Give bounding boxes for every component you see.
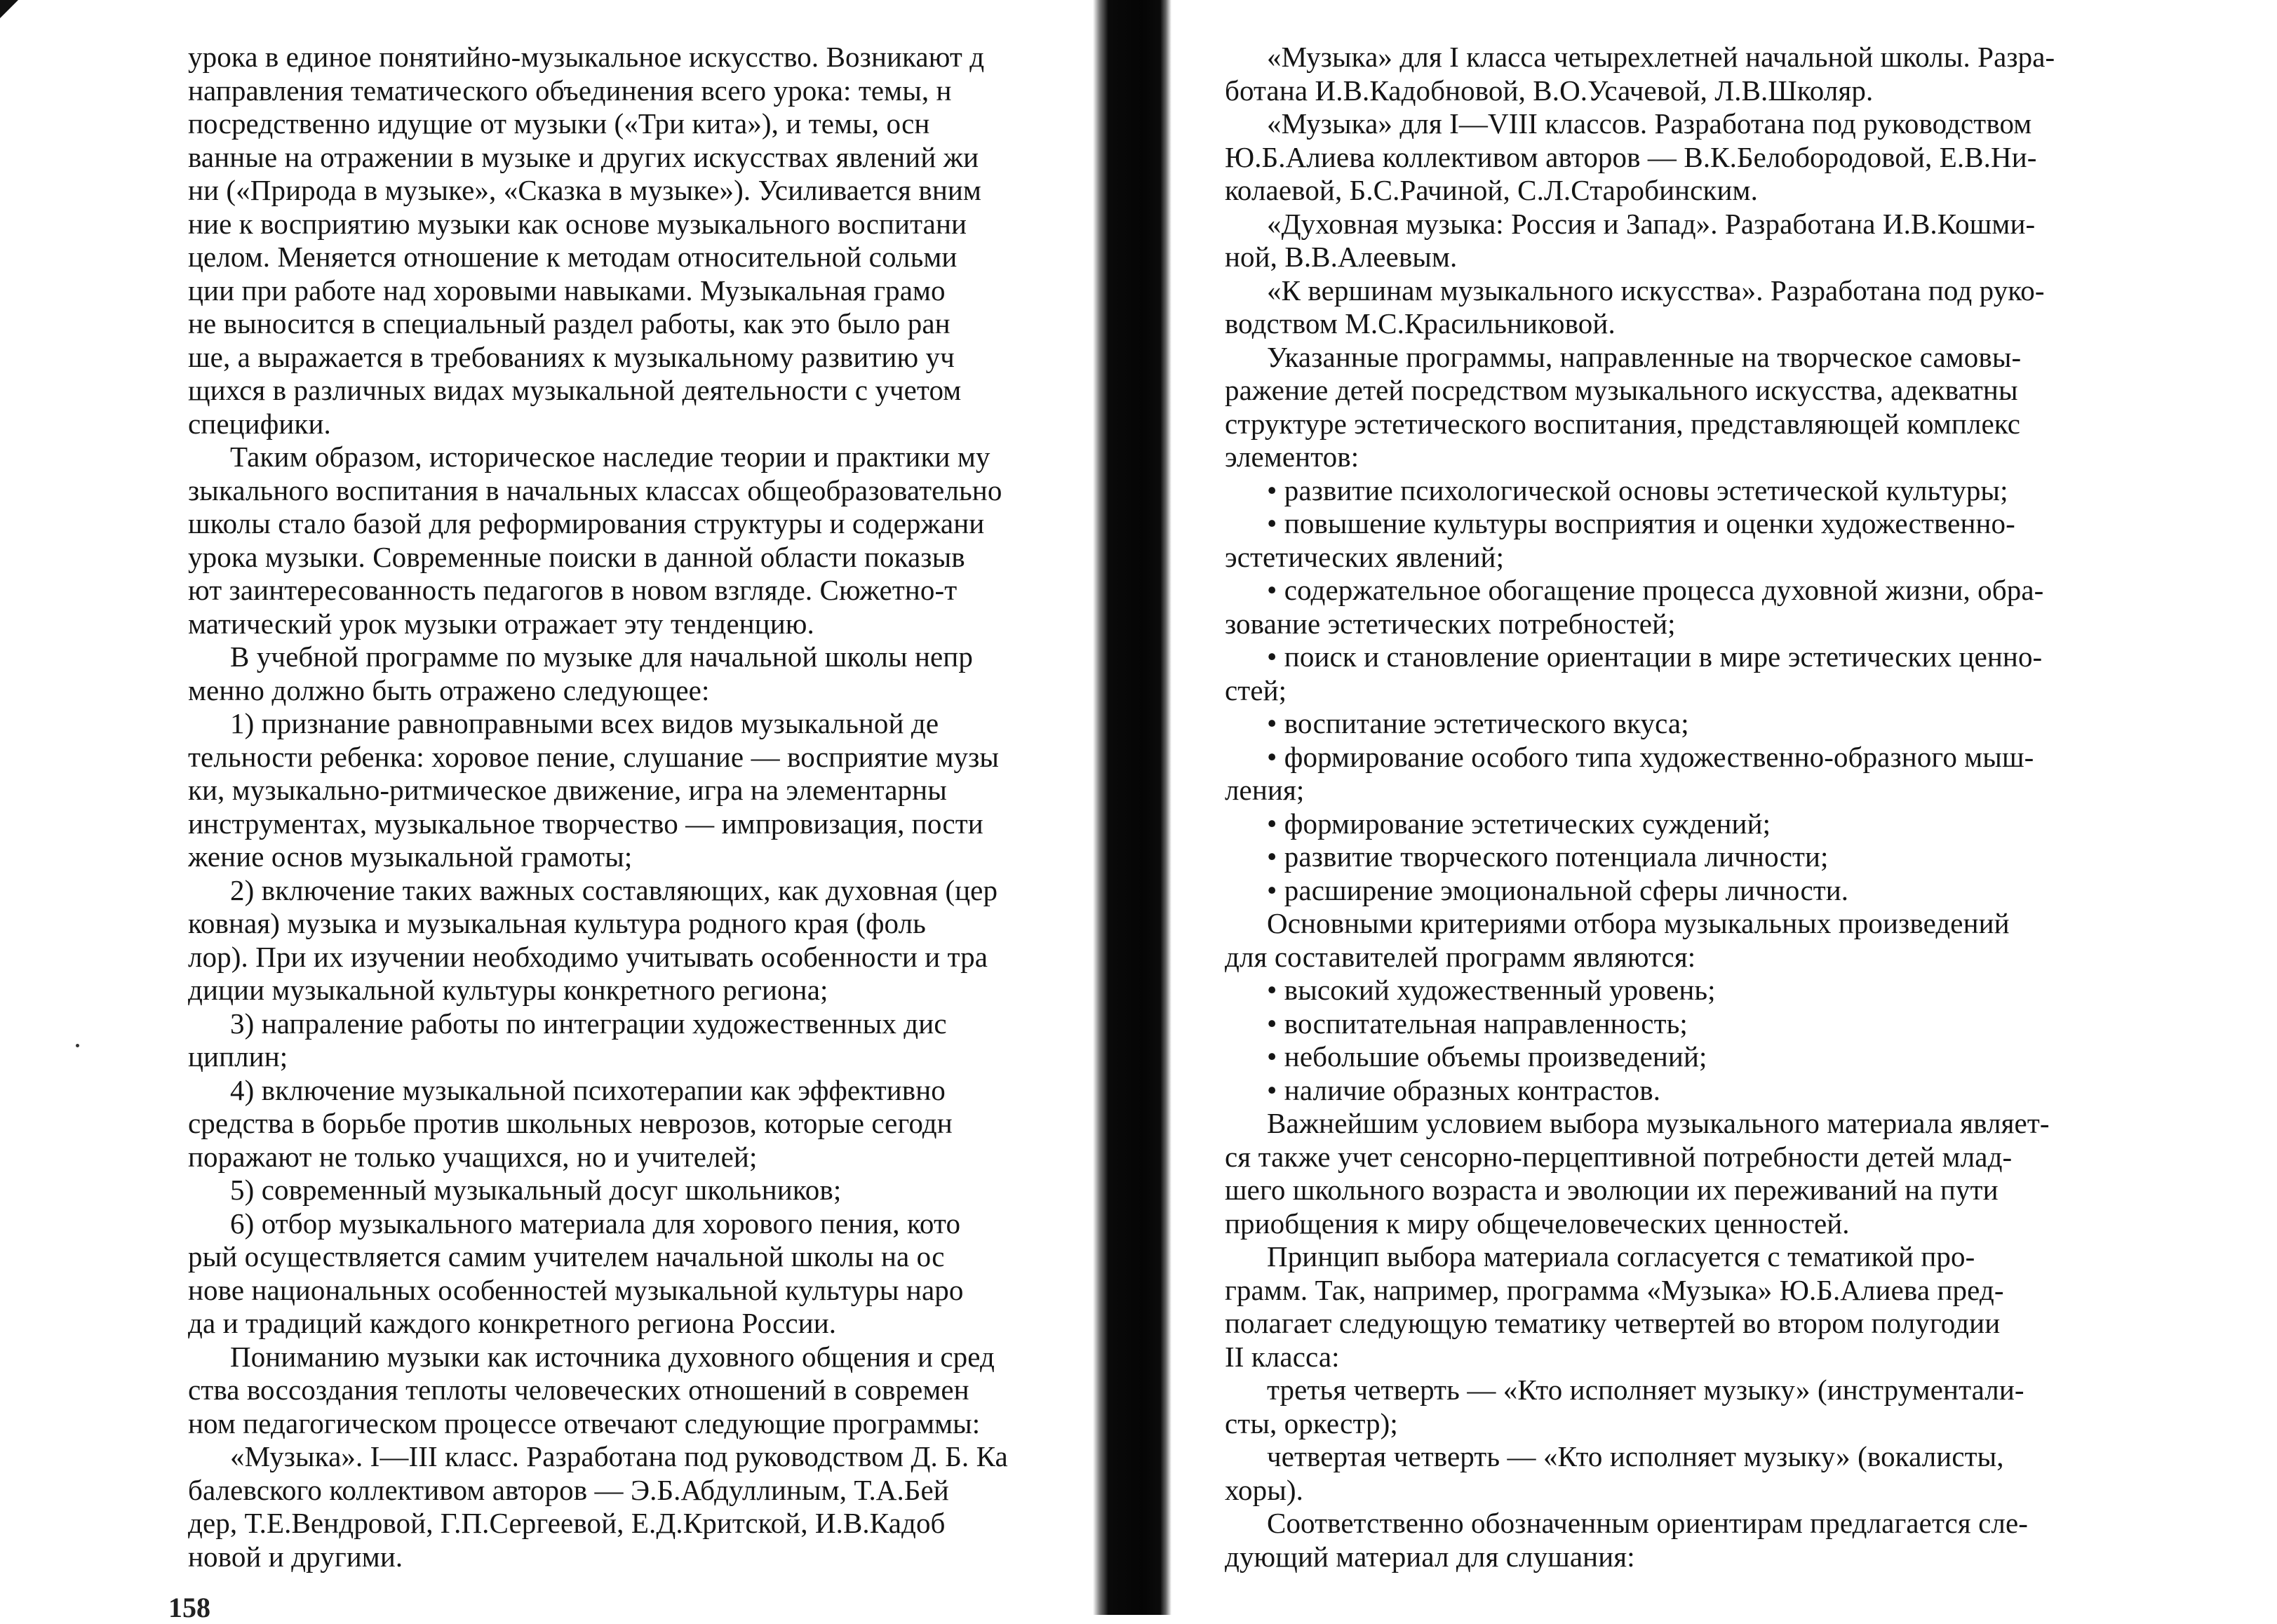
text-line: «Духовная музыка: Россия и Запад». Разработана И.В.Кошми- (1267, 207, 2036, 240)
text-line: хоры). (1225, 1473, 1303, 1506)
text-line: «Музыка» для I класса четырехлетней начальной школы. Разра- (1267, 41, 2055, 73)
text-line: • расширение эмоциональной сферы личности. (1267, 873, 1849, 906)
right-page (1225, 41, 2162, 1612)
text-line: • наличие образных контрастов. (1267, 1073, 1661, 1106)
text-line: поражают не только учащихся, но и учителей; (188, 1140, 758, 1173)
text-line: • содержательное обогащение процесса духовной жизни, обра- (1267, 574, 2044, 606)
text-line: полагает следующую тематику четвертей во втором полугодии (1225, 1307, 2001, 1339)
text-line: циплин; (188, 1040, 288, 1073)
text-line: ражение детей посредством музыкального искусства, адекватны (1225, 374, 2018, 406)
text-line: ки, музыкально-ритмическое движение, игра на элементарны (188, 774, 947, 806)
text-line: четвертая четверть — «Кто исполняет музыку» (вокалисты, (1267, 1440, 2004, 1472)
scan-speck (76, 1044, 79, 1047)
text-line: • развитие психологической основы эстетической культуры; (1267, 474, 2008, 506)
text-line: Принцип выбора материала согласуется с тематикой про- (1267, 1240, 1975, 1273)
text-line: ления; (1225, 774, 1305, 806)
text-line: В учебной программе по музыке для начальной школы непр (230, 640, 973, 673)
text-line: грамм. Так, например, программа «Музыка» Ю.Б.Алиева пред- (1225, 1273, 2004, 1306)
text-line: элементов: (1225, 441, 1359, 473)
text-line: инструментах, музыкальное творчество — импровизация, пости (188, 807, 983, 840)
text-line: ни («Природа в музыке», «Сказка в музыке»). Усиливается вним (188, 174, 981, 206)
text-line: 3) напраление работы по интеграции художественных дис (230, 1007, 947, 1040)
text-line: шего школьного возраста и эволюции их переживаний на пути (1225, 1174, 1999, 1206)
text-line: эстетических явлений; (1225, 540, 1505, 573)
text-line: Соответственно обозначенным ориентирам предлагается сле- (1267, 1507, 2029, 1539)
text-line: ние к восприятию музыки как основе музыкального воспитани (188, 207, 967, 240)
text-line: третья четверть — «Кто исполняет музыку» (инструментали- (1267, 1374, 2024, 1406)
text-line: ства воссоздания теплоты человеческих отношений в современ (188, 1374, 969, 1406)
text-line: 1) признание равноправными всех видов музыкальной де (230, 707, 939, 739)
text-line: • небольшие объемы произведений; (1267, 1040, 1707, 1073)
text-line: ют заинтересованность педагогов в новом взгляде. Сюжетно-т (188, 574, 958, 606)
text-line: • формирование особого типа художественно-образного мыш- (1267, 740, 2034, 773)
text-line: водством М.С.Красильниковой. (1225, 307, 1616, 340)
text-line: Важнейшим условием выбора музыкального материала являет- (1267, 1107, 2050, 1139)
text-line: для составителей программ являются: (1225, 940, 1696, 973)
text-line: Указанные программы, направленные на творческое самовы- (1267, 340, 2022, 373)
text-line: диции музыкальной культуры конкретного региона; (188, 974, 828, 1006)
text-line: 6) отбор музыкального материала для хорового пения, кото (230, 1207, 961, 1240)
text-line: посредственно идущие от музыки («Три кита»), и темы, осн (188, 107, 930, 140)
text-line: направления тематического объединения всего урока: темы, н (188, 74, 952, 107)
text-line: урока музыки. Современные поиски в данной области показыв (188, 540, 965, 573)
text-line: • воспитательная направленность; (1267, 1007, 1688, 1040)
text-line: • развитие творческого потенциала личности; (1267, 840, 1829, 873)
text-line: средства в борьбе против школьных неврозов, которые сегодн (188, 1107, 953, 1139)
text-line: ной, В.В.Алеевым. (1225, 241, 1458, 273)
text-line: ванные на отражении в музыке и других искусствах явлений жи (188, 140, 979, 173)
text-line: ше, а выражается в требованиях к музыкальному развитию уч (188, 340, 955, 373)
text-line: ковная) музыка и музыкальная культура родного края (фоль (188, 907, 926, 939)
text-line: дер, Т.Е.Вендровой, Г.П.Сергеевой, Е.Д.Критской, И.В.Кадоб (188, 1507, 946, 1539)
text-line: Пониманию музыки как источника духовного общения и сред (230, 1340, 995, 1373)
text-line: 4) включение музыкальной психотерапии как эффективно (230, 1073, 946, 1106)
text-line: балевского коллективом авторов — Э.Б.Абдуллиным, Т.А.Бей (188, 1473, 949, 1506)
text-line: • поиск и становление ориентации в мире эстетических ценно- (1267, 640, 2043, 673)
text-line: Таким образом, историческое наследие теории и практики му (230, 441, 990, 473)
text-line: целом. Меняется отношение к методам относительной сольми (188, 241, 958, 273)
text-line: 2) включение таких важных составляющих, как духовная (цер (230, 873, 998, 906)
text-line: дующий материал для слушания: (1225, 1540, 1635, 1573)
text-line: ции при работе над хоровыми навыками. Музыкальная грамо (188, 274, 946, 307)
text-line: новой и другими. (188, 1540, 403, 1573)
left-page (188, 41, 1100, 1612)
text-line: «Музыка». I—III класс. Разработана под руководством Д. Б. Ка (230, 1440, 1008, 1472)
text-line: Основными критериями отбора музыкальных произведений (1267, 907, 2010, 939)
text-line: «Музыка» для I—VIII классов. Разработана под руководством (1267, 107, 2032, 140)
text-line: специфики. (188, 407, 331, 440)
text-line: зыкального воспитания в начальных классах общеобразовательно (188, 474, 1002, 506)
text-line: «К вершинам музыкального искусства». Разработана под руко- (1267, 274, 2045, 307)
page-number: 158 (168, 1592, 210, 1623)
text-line: стей; (1225, 673, 1287, 706)
text-line: лор). При их изучении необходимо учитывать особенности и тра (188, 940, 988, 973)
text-line: жение основ музыкальной грамоты; (188, 840, 633, 873)
text-line: зование эстетических потребностей; (1225, 607, 1676, 640)
scan-corner-mark (0, 0, 18, 18)
text-line: ся также учет сенсорно-перцептивной потребности детей млад- (1225, 1140, 2013, 1173)
text-line: матический урок музыки отражает эту тенденцию. (188, 607, 814, 640)
text-line: II класса: (1225, 1340, 1340, 1373)
text-line: урока в единое понятийно-музыкальное искусство. Возникают д (188, 41, 985, 73)
text-line: структуре эстетического воспитания, представляющей комплекс (1225, 407, 2021, 440)
text-line: рый осуществляется самим учителем начальной школы на ос (188, 1240, 945, 1273)
text-line: нове национальных особенностей музыкальной культуры наро (188, 1273, 964, 1306)
text-line: менно должно быть отражено следующее: (188, 673, 710, 706)
text-line: приобщения к миру общечеловеческих ценностей. (1225, 1207, 1850, 1240)
book-gutter-shadow (1093, 0, 1171, 1615)
text-line: школы стало базой для реформирования структуры и содержани (188, 507, 985, 539)
text-line: • формирование эстетических суждений; (1267, 807, 1771, 840)
text-line: • воспитание эстетического вкуса; (1267, 707, 1689, 739)
text-line: ном педагогическом процессе отвечают следующие программы: (188, 1407, 981, 1440)
text-line: не выносится в специальный раздел работы, как это было ран (188, 307, 951, 340)
text-line: колаевой, Б.С.Рачиной, С.Л.Старобинским. (1225, 174, 1758, 206)
text-line: ботана И.В.Кадобновой, В.О.Усачевой, Л.В.Школяр. (1225, 74, 1874, 107)
text-line: тельности ребенка: хоровое пение, слушание — восприятие музы (188, 740, 1000, 773)
text-line: сты, оркестр); (1225, 1407, 1398, 1440)
text-line: да и традиций каждого конкретного региона России. (188, 1307, 837, 1339)
text-line: Ю.Б.Алиева коллективом авторов — В.К.Белобородовой, Е.В.Ни- (1225, 140, 2037, 173)
text-line: • повышение культуры восприятия и оценки художественно- (1267, 507, 2015, 539)
text-line: • высокий художественный уровень; (1267, 974, 1716, 1006)
text-line: щихся в различных видах музыкальной деятельности с учетом (188, 374, 962, 406)
text-line: 5) современный музыкальный досуг школьников; (230, 1174, 842, 1206)
